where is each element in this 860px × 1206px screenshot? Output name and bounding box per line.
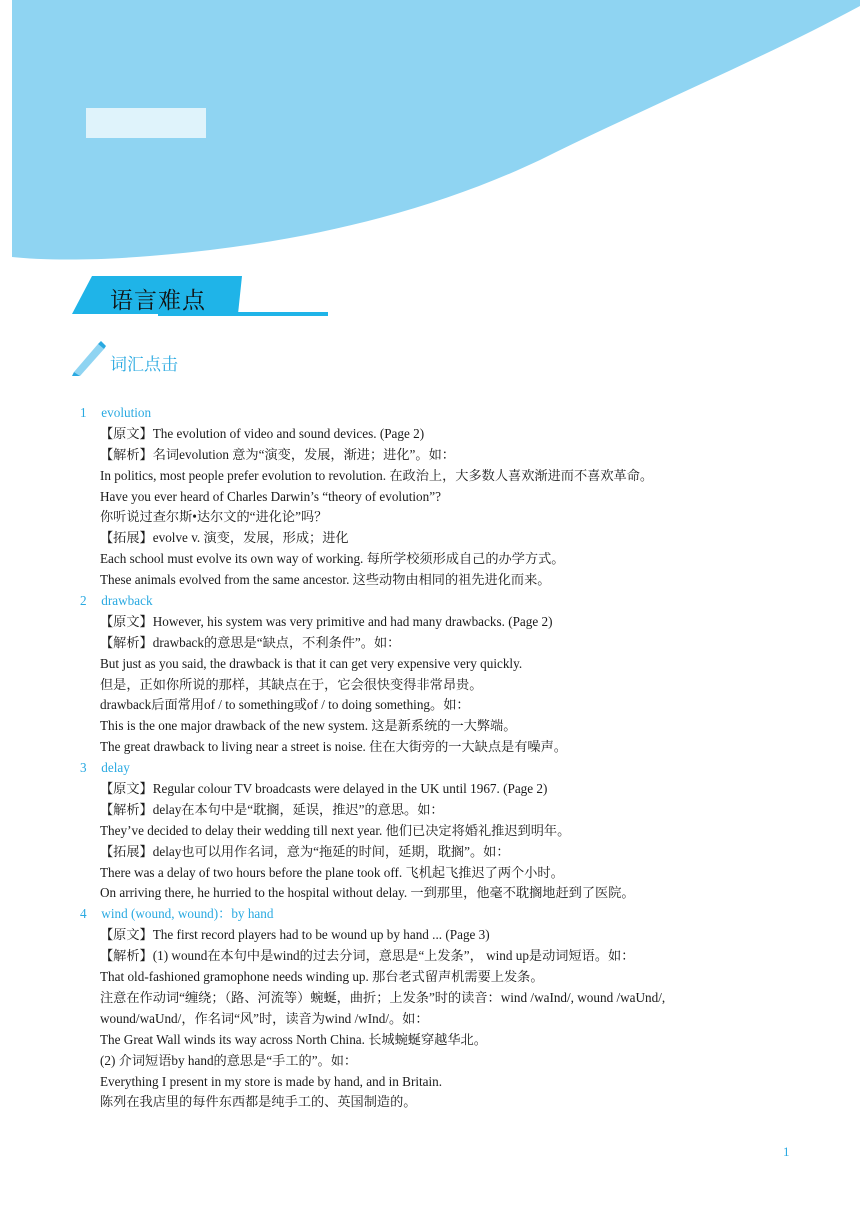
entry-line: Each school must evolve its own way of working. 每所学校须形成自己的办学方式。 bbox=[100, 551, 565, 567]
vocabulary-list bbox=[80, 403, 800, 1113]
entry-line: That old-fashioned gramophone needs winding up. 那台老式留声机需要上发条。 bbox=[100, 969, 544, 985]
entry-line: Have you ever heard of Charles Darwin’s “theory of evolution”? bbox=[100, 488, 441, 504]
entry-line: 【解析】名词evolution 意为“演变，发展，渐进；进化”。如： bbox=[100, 446, 455, 462]
entry-line: 但是，正如你所说的那样，其缺点在于，它会很快变得非常昂贵。 bbox=[100, 676, 483, 692]
entry-line: 注意在作动词“缠绕；（路、河流等）蜿蜒，曲折；上发条”时的读音：wind /waInd/, wound /waUnd/, bbox=[100, 989, 666, 1005]
entry-number: 3 bbox=[80, 760, 87, 776]
entry-line: drawback后面常用of / to something或of / to doing something。如： bbox=[100, 697, 470, 713]
entry-line: Everything I present in my store is made by hand, and in Britain. bbox=[100, 1073, 443, 1089]
entry-number: 2 bbox=[80, 593, 87, 609]
entry-line: 陈列在我店里的每件东西都是纯手工的、英国制造的。 bbox=[100, 1094, 417, 1110]
entry-line: (2) 介词短语by hand的意思是“手工的”。如： bbox=[100, 1052, 358, 1068]
vocab-entry-wind bbox=[80, 904, 800, 1113]
vocab-entry-drawback bbox=[80, 591, 800, 758]
entry-heading bbox=[80, 591, 800, 612]
entry-heading bbox=[80, 758, 800, 779]
entry-line: But just as you said, the drawback is that it can get very expensive very quickly. bbox=[100, 655, 523, 671]
entry-line: 【拓展】evolve v. 演变，发展，形成；进化 bbox=[100, 530, 349, 546]
entry-word: delay bbox=[101, 760, 130, 776]
entry-line: 【解析】delay在本句中是“耽搁，延误，推迟”的意思。如： bbox=[100, 801, 444, 817]
entry-line: There was a delay of two hours before the plane took off. 飞机起飞推迟了两个小时。 bbox=[100, 864, 564, 880]
entry-heading bbox=[80, 403, 800, 424]
header-label-box bbox=[86, 108, 206, 138]
entry-word: wind (wound, wound)：by hand bbox=[101, 906, 274, 922]
entry-line: 【原文】The first record players had to be wound up by hand ... (Page 3) bbox=[100, 927, 490, 943]
entry-line: 【原文】The evolution of video and sound devices. (Page 2) bbox=[100, 425, 425, 441]
entry-word: drawback bbox=[101, 593, 153, 609]
entry-line: The great drawback to living near a street is noise. 住在大街旁的一大缺点是有噪声。 bbox=[100, 739, 567, 755]
entry-line: The Great Wall winds its way across North China. 长城蜿蜒穿越华北。 bbox=[100, 1031, 487, 1047]
entry-word: evolution bbox=[101, 405, 152, 420]
entry-line: 【原文】Regular colour TV broadcasts were delayed in the UK until 1967. (Page 2) bbox=[100, 781, 548, 797]
entry-line: 【原文】However, his system was very primitive and had many drawbacks. (Page 2) bbox=[100, 613, 553, 629]
entry-line: They’ve decided to delay their wedding till next year. 他们已决定将婚礼推迟到明年。 bbox=[100, 822, 571, 838]
entry-line: 【拓展】delay也可以用作名词，意为“拖延的时间，延期，耽搁”。如： bbox=[100, 843, 510, 859]
page-number: 1 bbox=[783, 1144, 790, 1159]
vocab-entry-evolution bbox=[80, 403, 800, 591]
section-title: 语言难点 bbox=[110, 288, 206, 313]
entry-line: On arriving there, he hurried to the hospital without delay. 一到那里，他毫不耽搁地赶到了医院。 bbox=[100, 885, 635, 901]
subsection-title: 词汇点击 bbox=[110, 355, 178, 374]
entry-number: 4 bbox=[80, 906, 87, 922]
entry-line: These animals evolved from the same ancestor. 这些动物由相同的祖先进化而来。 bbox=[100, 572, 551, 588]
entry-line: 【解析】(1) wound在本句中是wind的过去分词，意思是“上发条”， wind up是动词短语。如： bbox=[100, 948, 635, 964]
vocab-entry-delay bbox=[80, 758, 800, 904]
entry-line: In politics, most people prefer evolution to revolution. 在政治上，大多数人喜欢渐进而不喜欢革命。 bbox=[100, 467, 654, 483]
entry-line: 【解析】drawback的意思是“缺点，不利条件”。如： bbox=[100, 634, 401, 650]
entry-line: This is the one major drawback of the new system. 这是新系统的一大弊端。 bbox=[100, 718, 517, 734]
pencil-icon bbox=[70, 338, 106, 376]
entry-line: 你听说过查尔斯•达尔文的“进化论”吗？ bbox=[100, 509, 328, 525]
entry-number: 1 bbox=[80, 405, 87, 420]
entry-heading bbox=[80, 904, 800, 925]
entry-line: wound/waUnd/，作名词“风”时，读音为wind /wInd/。如： bbox=[100, 1010, 429, 1026]
